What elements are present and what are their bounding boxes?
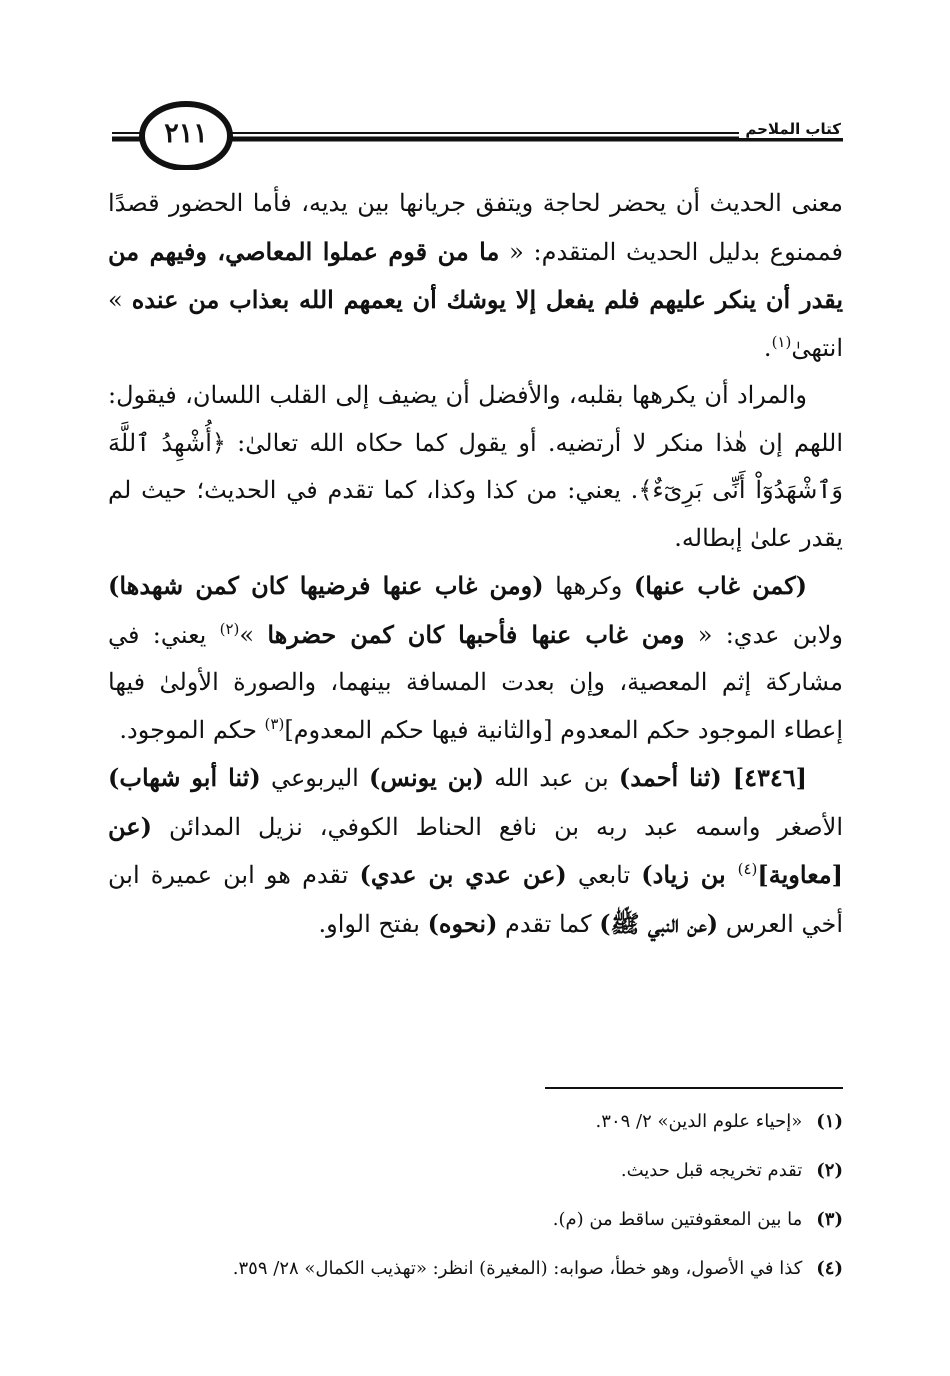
bold-text: (عن النبي ﷺ) — [599, 908, 719, 938]
footnote-item — [100, 1097, 843, 1146]
footnote-text: ما بين المعقوفتين ساقط من (م). — [552, 1209, 803, 1230]
footnote-divider — [545, 1087, 843, 1089]
bold-text: (ومن غاب عنها فرضيها كان كمن شهدها) — [108, 571, 544, 600]
footnote-ref: (١) — [771, 332, 792, 351]
running-title: كتاب الملاحم — [739, 120, 847, 138]
bold-text: (عن عدي بن عدي) — [359, 860, 567, 889]
footnote-number: (٣) — [816, 1209, 843, 1230]
text-run: » — [239, 620, 268, 649]
footnote-ref: (٤) — [737, 860, 758, 878]
footnote-number: (١) — [816, 1111, 843, 1132]
footnote-item — [100, 1146, 843, 1195]
bold-text: (عن [معاوية] — [108, 811, 843, 889]
text-run: . — [763, 333, 772, 362]
text-run: بن عبد الله — [484, 764, 619, 792]
text-run: كما تقدم — [497, 909, 600, 938]
bold-text: (نحوه) — [427, 908, 498, 938]
text-run: يعني: في مشاركة إثم المعصية، وإن بعدت المسافة بينهما، والصورة الأولىٰ فيها إعطاء الموجود حكم المعدوم [والثانية فيها حكم المعدوم] — [108, 620, 843, 744]
text-run: الأصغر واسمه عبد ربه بن نافع الحناط الكوفي، نزيل المدائن — [151, 812, 843, 841]
text-run: حكم الموجود. — [119, 715, 265, 744]
bold-text: (ثنا أبو شهاب) — [108, 763, 261, 792]
footnote-number: (٤) — [816, 1258, 843, 1279]
paragraph — [108, 180, 843, 372]
footnote-item — [100, 1244, 843, 1293]
bold-text: (بن يونس) — [369, 763, 485, 792]
text-run: معنى الحديث أن يحضر لحاجة ويتفق جريانها بين يديه، فأما الحضور قصدًا فممنوع بدليل الحديث المتقدم: « — [108, 189, 843, 266]
text-run: » انتهىٰ — [108, 286, 843, 362]
page-number: ٢١١ — [164, 118, 208, 149]
paragraph — [108, 372, 843, 562]
text-run: وكرهها — [543, 572, 634, 600]
footnote-ref: (٢) — [219, 619, 240, 638]
bold-text: بن زياد) — [641, 860, 738, 889]
text-run: اليربوعي — [260, 764, 370, 792]
footnote-text: تقدم تخريجه قبل حديث. — [620, 1160, 803, 1181]
text-run: بفتح الواو. — [318, 909, 428, 938]
footnote-ref: (٣) — [264, 714, 285, 733]
bold-text: (كمن غاب عنها) — [633, 571, 808, 600]
page-header — [0, 100, 950, 170]
text-run: تقدم هو ابن عميرة ابن أخي العرس — [108, 861, 843, 938]
footnote-number: (٢) — [816, 1160, 843, 1181]
paragraph — [108, 754, 843, 948]
footnote-text: «إحياء علوم الدين» ٢/ ٣٠٩. — [595, 1111, 803, 1132]
bold-text: ما من قوم عملوا المعاصي، وفيهم من يقدر أن ينكر عليهم فلم يفعل إلا يوشك أن يعمهم الله بعذاب من عنده — [108, 236, 843, 314]
paragraph — [108, 562, 843, 754]
footnotes — [100, 1097, 843, 1293]
text-run: تابعي — [566, 861, 642, 889]
body-text — [108, 180, 843, 948]
bold-text: ومن غاب عنها فأحبها كان كمن حضرها — [267, 619, 685, 649]
footnote-item — [100, 1195, 843, 1244]
bold-text: [٤٣٤٦] (ثنا أحمد) — [618, 763, 808, 792]
text-run: والمراد أن يكرهها بقلبه، والأفضل أن يضيف إلى القلب اللسان، فيقول: اللهم إن هٰذا منكر لا أرتضيه. أو يقول كما حكاه الله تعالىٰ: ﴿أُشْهِدُ ٱللَّهَ وَٱشْهَدُوٓاْ أَنِّى بَرِىٓءٌ﴾. يعني: من كذا وكذا، كما تقدم في الحديث؛ حيث لم يقدر علىٰ إبطاله. — [108, 381, 843, 552]
text-run: ولابن عدي: « — [684, 620, 843, 649]
footnote-text: كذا في الأصول، وهو خطأ، صوابه: (المغيرة) انظر: «تهذيب الكمال» ٢٨/ ٣٥٩. — [232, 1258, 803, 1279]
